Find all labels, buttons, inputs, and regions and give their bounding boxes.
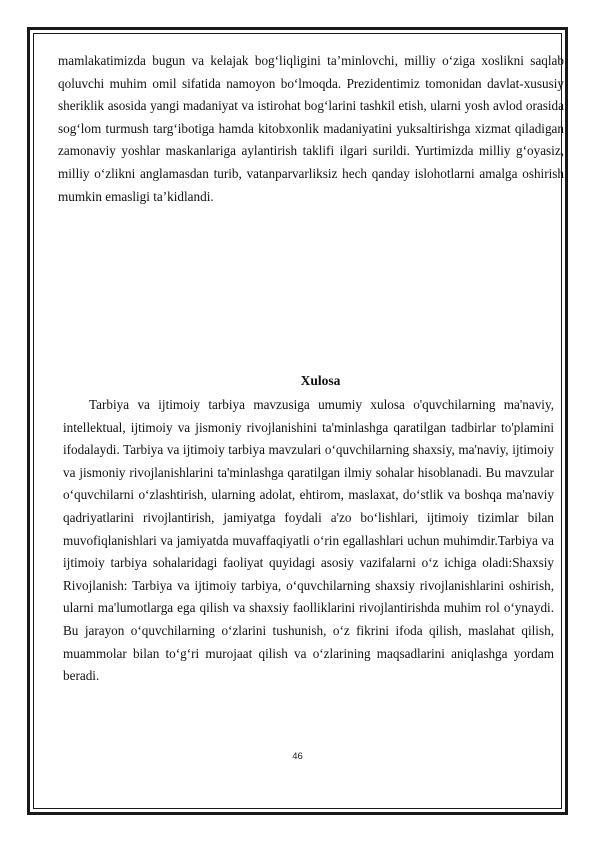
section-heading: Xulosa	[300, 373, 341, 388]
page-number: 46	[292, 751, 303, 762]
intro-paragraph: mamlakatimizda bugun va kelajak bog‘liqligini ta’minlovchi, milliy o‘ziga xoslikni saqlab qoluvchi muhim omil sifatida namoyon bo‘lmoqda. Prezidentimiz tomonidan davlat-xususiy sheriklik asosida yangi madaniyat va istirohat bog‘larini tashkil etish, ularni yosh avlod orasida sog‘lom turmush targ‘ibotiga hamda kitobxonlik madaniyatini yuksaltirishga xizmat qiladigan zamonaviy yoshlar maskanlariga aylantirish taklifi ilgari surildi. Yurtimizda milliy g‘oyasiz, milliy o‘zlikni anglamasdan turib, vatanparvarliksiz hech qanday islohotlarni amalga oshirish mumkin emasligi ta’kidlandi.	[58, 53, 564, 204]
conclusion-paragraph: Tarbiya va ijtimoiy tarbiya mavzusiga umumiy xulosa o'quvchilarning ma'naviy, intellektual, ijtimoiy va jismoniy rivojlanishini ta'minlashga qaratilgan tadbirlar to'plamini ifodalaydi. Tarbiya va ijtimoiy tarbiya mavzulari o‘quvchilarning shaxsiy, ma'naviy, ijtimoiy va jismoniy rivojlanishlarini ta'minlashga qaratilgan ilmiy sohalar hisoblanadi. Bu mavzular o‘quvchilarni o‘zlashtirish, ularning adolat, ehtirom, maslaxat, do‘stlik va boshqa ma'naviy qadriyatlarini rivojlantirish, jamiyatga foydali a'zo bo‘lishlari, ijtimoiy tizimlar bilan muvofiqlanishlari va jamiyatda muvaffaqiyatli o‘rin egallashlari uchun muhimdir.Tarbiya va ijtimoiy tarbiya sohalaridagi faoliyat quyidagi asosiy vazifalarni o‘z ichiga oladi:Shaxsiy Rivojlanish: Tarbiya va ijtimoiy tarbiya, o‘quvchilarning shaxsiy rivojlanishlarini oshirish, ularni ma'lumotlarga ega qilish va shaxsiy faolliklarini rivojlantirishda muhim rol o‘ynaydi. Bu jarayon o‘quvchilarning o‘zlarini tushunish, o‘z fikrini ifoda qilish, maslahat qilish, muammolar bilan to‘g‘ri murojaat qilish va o‘zlarining maqsadlarini aniqlashga yordam beradi.	[63, 397, 554, 684]
